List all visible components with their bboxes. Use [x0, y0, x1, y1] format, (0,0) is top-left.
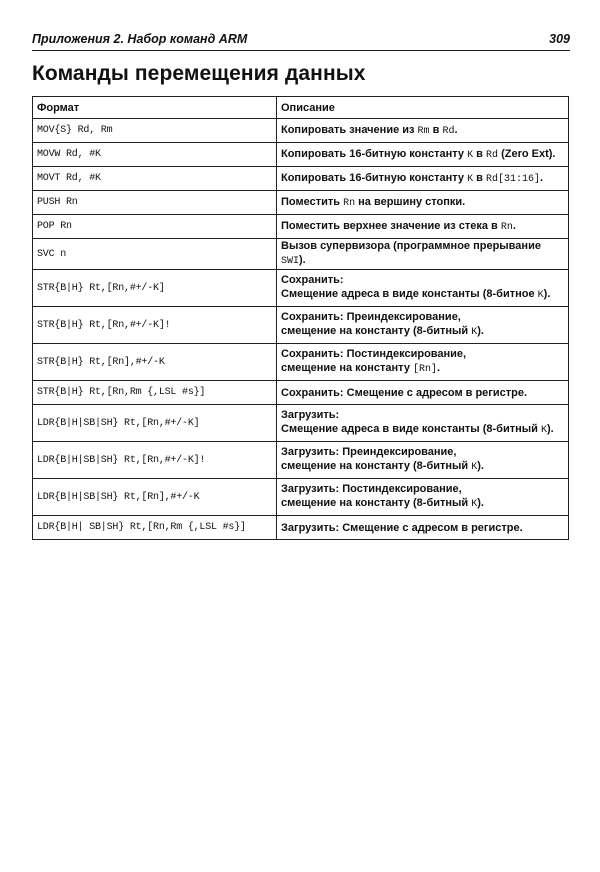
code-fragment: K [467, 149, 474, 161]
code-fragment: Rd [486, 149, 499, 161]
format-cell: LDR{B|H| SB|SH} Rt,[Rn,Rm {,LSL #s}] [33, 516, 277, 540]
description-line [281, 310, 564, 324]
description-cell [277, 442, 569, 479]
table-row [33, 215, 569, 239]
description-text: в [429, 123, 443, 136]
format-cell: MOVT Rd, #K [33, 167, 277, 191]
table-row [33, 405, 569, 442]
description-cell [277, 270, 569, 307]
description-text: Загрузить: Смещение с адресом в регистре. [281, 521, 523, 534]
description-line [281, 459, 564, 475]
format-cell: PUSH Rn [33, 191, 277, 215]
description-cell [277, 215, 569, 239]
code-fragment: [Rn] [413, 364, 438, 375]
description-text: Вызов супервизора (программное прерывание [281, 240, 541, 252]
description-line [281, 239, 564, 269]
description-text: ). [543, 288, 551, 300]
page-number: 309 [549, 32, 570, 46]
table-row [33, 381, 569, 405]
description-line [281, 482, 564, 496]
table-header-row [33, 97, 569, 119]
description-text: . [454, 123, 458, 136]
code-fragment: Rn [343, 197, 356, 209]
description-text: Поместить верхнее значение из стека в [281, 219, 501, 232]
description-text: (Zero Ext). [498, 147, 556, 160]
format-cell: MOV{S} Rd, Rm [33, 119, 277, 143]
description-line [281, 422, 564, 438]
format-cell: STR{B|H} Rt,[Rn,Rm {,LSL #s}] [33, 381, 277, 405]
format-cell: LDR{B|H|SB|SH} Rt,[Rn,#+/-K]! [33, 442, 277, 479]
description-text: ). [546, 423, 554, 435]
description-line [281, 445, 564, 459]
format-cell: STR{B|H} Rt,[Rn,#+/-K] [33, 270, 277, 307]
code-fragment: K [471, 462, 478, 473]
description-text: Сохранить: Смещение с адресом в регистре. [281, 386, 528, 399]
description-text: ). [299, 254, 306, 266]
description-cell [277, 239, 569, 270]
format-cell: STR{B|H} Rt,[Rn],#+/-K [33, 344, 277, 381]
description-text: на вершину стопки. [355, 195, 466, 208]
code-fragment: K [537, 290, 544, 301]
running-header [32, 30, 570, 51]
description-cell [277, 167, 569, 191]
description-line [281, 219, 564, 235]
description-text: . [512, 219, 516, 232]
description-text: Смещение адреса в виде константы (8-битное [281, 288, 538, 300]
description-text: Загрузить: [281, 409, 340, 421]
code-fragment: K [540, 425, 547, 436]
description-text: ). [477, 460, 484, 472]
description-line [281, 273, 564, 287]
description-text: смещение на константу (8-битный [281, 325, 472, 337]
description-line [281, 496, 564, 512]
format-cell: POP Rn [33, 215, 277, 239]
command-table [32, 96, 569, 540]
column-header-format: Формат [33, 97, 277, 119]
format-cell: MOVW Rd, #K [33, 143, 277, 167]
table-row [33, 344, 569, 381]
format-cell: LDR{B|H|SB|SH} Rt,[Rn,#+/-K] [33, 405, 277, 442]
description-text: Сохранить: Преиндексирование, [281, 311, 461, 323]
description-text: ). [477, 497, 484, 509]
description-cell [277, 344, 569, 381]
description-line [281, 171, 564, 187]
table-row [33, 239, 569, 270]
description-line [281, 386, 564, 400]
table-row [33, 516, 569, 540]
description-text: Копировать 16-битную константу [281, 147, 468, 160]
table-row [33, 442, 569, 479]
format-cell: STR{B|H} Rt,[Rn,#+/-K]! [33, 307, 277, 344]
table-row [33, 143, 569, 167]
table-row [33, 307, 569, 344]
table-row [33, 479, 569, 516]
description-line [281, 195, 564, 211]
description-cell [277, 307, 569, 344]
description-text: . [437, 362, 441, 374]
description-text: Копировать 16-битную константу [281, 171, 468, 184]
table-row [33, 167, 569, 191]
description-text: Поместить [281, 195, 344, 208]
description-cell [277, 405, 569, 442]
description-line [281, 287, 564, 303]
table-body [33, 119, 569, 540]
description-text: Сохранить: [281, 274, 344, 286]
description-line [281, 147, 564, 163]
description-cell [277, 119, 569, 143]
description-cell [277, 143, 569, 167]
description-text: смещение на константу (8-битный [281, 497, 472, 509]
description-text: ). [477, 325, 484, 337]
description-line [281, 361, 564, 377]
description-line [281, 408, 564, 422]
format-cell: SVC n [33, 239, 277, 270]
description-text: Копировать значение из [281, 123, 418, 136]
description-cell [277, 479, 569, 516]
description-text: Загрузить: Постиндексирование, [281, 483, 462, 495]
code-fragment: Rm [417, 125, 430, 137]
description-text: смещение на константу (8-битный [281, 460, 472, 472]
code-fragment: Rn [500, 221, 513, 233]
code-fragment: K [471, 327, 478, 338]
description-line [281, 324, 564, 340]
code-fragment: Rd[31:16] [486, 173, 541, 185]
description-cell [277, 516, 569, 540]
description-text: в [473, 147, 486, 160]
column-header-description: Описание [277, 97, 569, 119]
description-cell [277, 191, 569, 215]
description-line [281, 521, 564, 535]
code-fragment: Rd [442, 125, 455, 137]
description-text: . [540, 171, 544, 184]
description-cell [277, 381, 569, 405]
code-fragment: SWI [281, 256, 300, 267]
description-text: Сохранить: Постиндексирование, [281, 348, 467, 360]
description-text: смещение на константу [281, 362, 413, 374]
running-title: Приложения 2. Набор команд ARM [32, 32, 248, 46]
code-fragment: K [471, 499, 478, 510]
format-cell: LDR{B|H|SB|SH} Rt,[Rn],#+/-K [33, 479, 277, 516]
table-row [33, 119, 569, 143]
code-fragment: K [467, 173, 474, 185]
table-row [33, 270, 569, 307]
description-text: Смещение адреса в виде константы (8-битный [281, 423, 541, 435]
description-line [281, 123, 564, 139]
description-text: в [473, 171, 486, 184]
section-title: Команды перемещения данных [32, 62, 366, 85]
description-text: Загрузить: Преиндексирование, [281, 446, 457, 458]
description-line [281, 347, 564, 361]
table-row [33, 191, 569, 215]
